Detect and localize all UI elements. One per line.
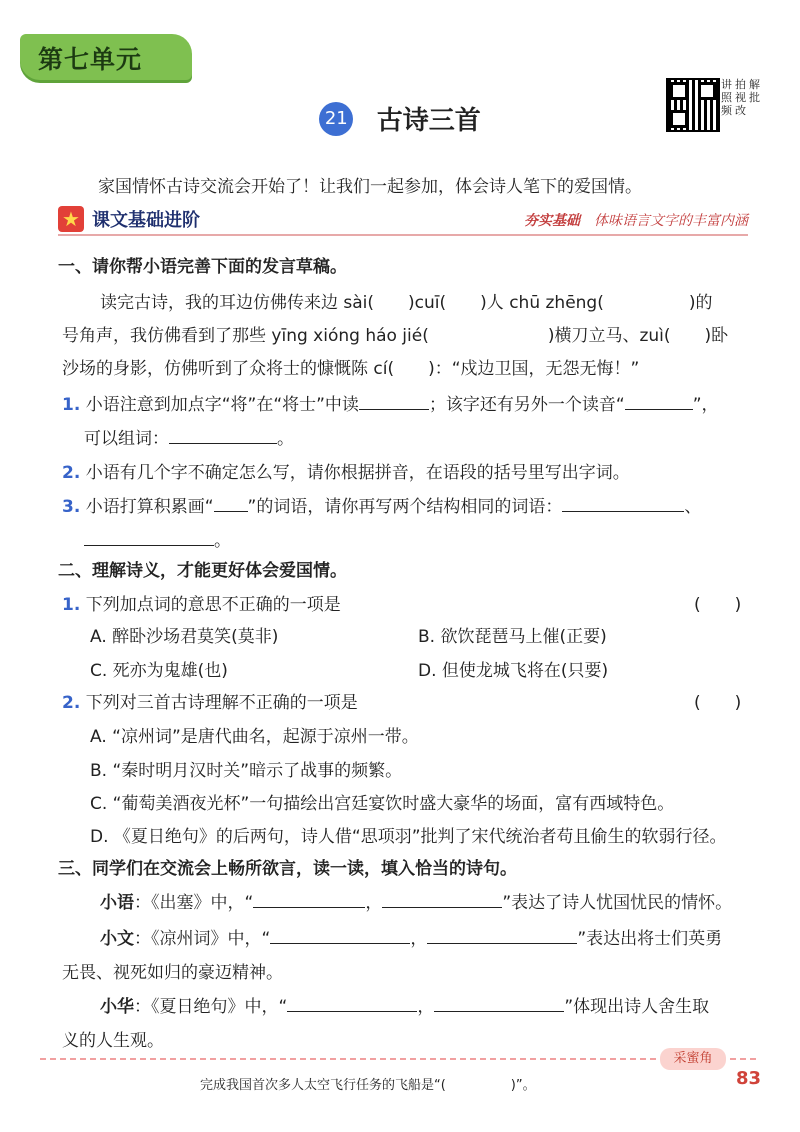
unit-badge [20,34,192,80]
answer-blank[interactable] [359,409,429,410]
part2-question-1: 1. 下列加点词的意思不正确的一项是 [62,595,341,615]
part3-heading: 三、同学们在交流会上畅所欲言，读一读，填入恰当的诗句。 [58,859,517,879]
answer-blank[interactable] [562,511,684,512]
lesson-number: 21 [319,102,353,136]
lesson-title [0,100,800,140]
answer-blank[interactable] [270,943,410,944]
option-c[interactable]: C. 死亦为鬼雄(也) [90,661,228,681]
part1-heading: 一、请你帮小语完善下面的发言草稿。 [58,257,347,277]
answer-blank[interactable] [253,907,365,908]
option-c[interactable]: C. “葡萄美酒夜光杯”一句描绘出宫廷宴饮时盛大豪华的场面，富有西域特色。 [90,794,675,814]
part1-question-1: 1. 小语注意到加点字“将”在“将士”中读 ；该字还有另外一个读音“ ”， [62,395,719,415]
part3-line-2: 小文：《凉州词》中，“ ， ”表达出将士们英勇 [100,929,723,949]
option-b[interactable]: B. “秦时明月汉时关”暗示了战事的频繁。 [90,761,403,781]
answer-blank[interactable] [287,1011,417,1012]
page-number: 83 [736,1068,762,1089]
answer-blank[interactable] [434,1011,564,1012]
answer-paren[interactable]: ( ) [367,293,415,313]
section-header [58,206,748,236]
star-icon: ★ [58,206,84,232]
answer-blank[interactable] [625,409,693,410]
option-b[interactable]: B. 欲饮琵琶马上催(正要) [418,627,607,647]
answer-blank[interactable] [382,907,502,908]
qr-corner [698,82,716,100]
option-a[interactable]: A. 醉卧沙场君莫笑(莫非) [90,627,279,647]
footer-question: 完成我国首次多人太空飞行任务的飞船是“( )”。 [200,1078,536,1093]
part2-heading: 二、理解诗义，才能更好体会爱国情。 [58,561,347,581]
section-title: 课文基础进阶 [92,210,200,231]
section-subtitle: 夯实基础 体味语言文字的丰富内涵 [524,213,748,229]
paragraph-line-3: 沙场的身影，仿佛听到了众将士的慷慨陈 cí( )：“戍边卫国，无怨无悔！” [62,359,640,379]
footer-tag: 采蜜角 [660,1048,726,1070]
part3-line-3-cont: 义的人生观。 [62,1031,164,1051]
part1-question-1-cont: 可以组词： 。 [84,429,294,449]
footer-divider [40,1058,756,1060]
unit-title: 第七单元 [38,45,143,74]
intro-text: 家国情怀古诗交流会开始了！让我们一起参加，体会诗人笔下的爱国情。 [98,177,642,197]
answer-paren[interactable]: ( ) [694,595,742,615]
paragraph-line-2: 号角声，我仿佛看到了那些 yīng xióng háo jié( )横刀立马、zuì( )卧 [62,326,729,346]
option-d[interactable]: D. 《夏日绝句》的后两句，诗人借“思项羽”批判了宋代统治者苟且偷生的软弱行径。 [90,827,727,847]
part2-question-2: 2. 下列对三首古诗理解不正确的一项是 [62,693,358,713]
answer-paren[interactable]: ( ) [694,693,742,713]
answer-blank[interactable] [169,443,277,444]
part3-line-3: 小华：《夏日绝句》中，“ ， ”体现出诗人舍生取 [100,997,710,1017]
part1-question-2: 2. 小语有几个字不确定怎么写，请你根据拼音，在语段的括号里写出字词。 [62,463,630,483]
answer-blank[interactable] [84,545,214,546]
part1-question-3: 3. 小语打算积累画“ ”的词语，请你再写两个结构相同的词语： 、 [62,497,702,517]
qr-corner [670,82,688,100]
part3-line-1: 小语：《出塞》中，“ ， ”表达了诗人忧国忧民的情怀。 [100,893,733,913]
lesson-name: 古诗三首 [376,106,481,136]
qr-caption: 讲 拍 解 照 视 批 频 改 [721,78,760,117]
part3-line-2-cont: 无畏、视死如归的豪迈精神。 [62,963,283,983]
option-a[interactable]: A. “凉州词”是唐代曲名，起源于凉州一带。 [90,727,419,747]
answer-blank[interactable] [427,943,577,944]
paragraph-line-1: 读完古诗，我的耳边仿佛传来边 sài( )cuī( )人 chū zhēng( )的 [100,293,713,313]
option-d[interactable]: D. 但使龙城飞将在(只要) [418,661,609,681]
part1-question-3-cont: 。 [84,526,231,551]
